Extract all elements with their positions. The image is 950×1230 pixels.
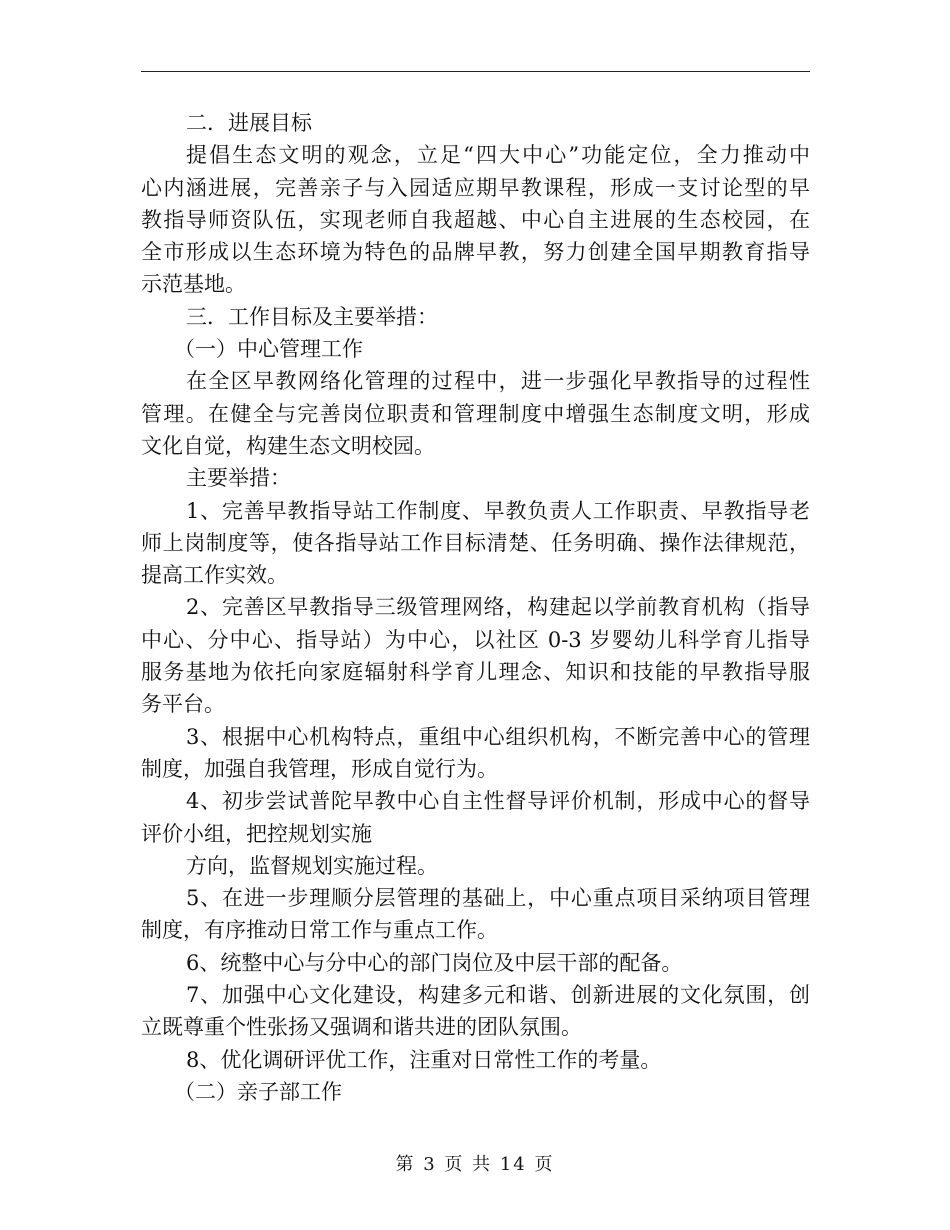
subsection-heading: （一）中心管理工作 — [174, 337, 363, 362]
list-item-line: 评价小组，把控规划实施 — [141, 821, 372, 846]
paragraph-line: 全市形成以生态环境为特色的品牌早教，努力创建全国早期教育指导 — [141, 240, 810, 265]
list-item-line: 6、统整中心与分中心的部门岗位及中层干部的配备。 — [186, 950, 683, 975]
list-item-line: 3、根据中心机构特点，重组中心组织机构，不断完善中心的管理 — [186, 724, 810, 749]
paragraph-line: 文化自觉，构建生态文明校园。 — [141, 433, 435, 458]
paragraph-line: 提倡生态文明的观念，立足“四大中心”功能定位，全力推动中 — [186, 143, 810, 168]
section-heading: 二．进展目标 — [186, 111, 312, 135]
list-item-line: 师上岗制度等，使各指导站工作目标清楚、任务明确、操作法律规范， — [141, 530, 810, 555]
list-item-line: 8、优化调研评优工作，注重对日常性工作的考量。 — [186, 1047, 662, 1072]
list-item-line: 立既尊重个性张扬又强调和谐共进的团队氛围。 — [141, 1015, 582, 1040]
list-item-line: 制度，加强自我管理，形成自觉行为。 — [141, 756, 498, 781]
paragraph-line: 管理。在健全与完善岗位职责和管理制度中增强生态制度文明，形成 — [141, 401, 810, 426]
list-item-line: 制度，有序推动日常工作与重点工作。 — [141, 918, 498, 943]
paragraph-line: 心内涵进展，完善亲子与入园适应期早教课程，形成一支讨论型的早 — [141, 175, 810, 200]
list-item-line: 务平台。 — [141, 692, 225, 717]
paragraph-line: 示范基地。 — [141, 272, 246, 297]
paragraph-line: 在全区早教网络化管理的过程中，进一步强化早教指导的过程性 — [186, 369, 810, 394]
section-heading: 三．工作目标及主要举措： — [186, 304, 438, 329]
list-item-line: 4、初步尝试普陀早教中心自主性督导评价机制，形成中心的督导 — [186, 789, 810, 814]
list-item-line: 服务基地为依托向家庭辐射科学育儿理念、知识和技能的早教指导服 — [141, 660, 810, 685]
list-item-line: 提高工作实效。 — [141, 563, 288, 588]
list-item-line: 5、在进一步理顺分层管理的基础上，中心重点项目采纳项目管理 — [186, 886, 810, 911]
list-item-line: 中心、分中心、指导站）为中心，以社区 0-3 岁婴幼儿科学育儿指导 — [141, 627, 810, 652]
list-item-line: 方向，监督规划实施过程。 — [186, 853, 438, 878]
list-item-line: 7、加强中心文化建设，构建多元和谐、创新进展的文化氛围，创 — [186, 983, 810, 1008]
header-rule — [141, 71, 810, 72]
list-item-line: 1、完善早教指导站工作制度、早教负责人工作职责、早教指导老 — [186, 498, 810, 523]
paragraph-line: 教指导师资队伍，实现老师自我超越、中心自主进展的生态校园，在 — [141, 207, 810, 232]
measures-heading: 主要举措： — [186, 466, 291, 491]
document-body — [141, 107, 810, 1108]
page-number: 第 3 页 共 14 页 — [395, 1154, 555, 1175]
list-item-line: 2、完善区早教指导三级管理网络，构建起以学前教育机构（指导 — [186, 595, 810, 620]
subsection-heading: （二）亲子部工作 — [174, 1079, 342, 1104]
